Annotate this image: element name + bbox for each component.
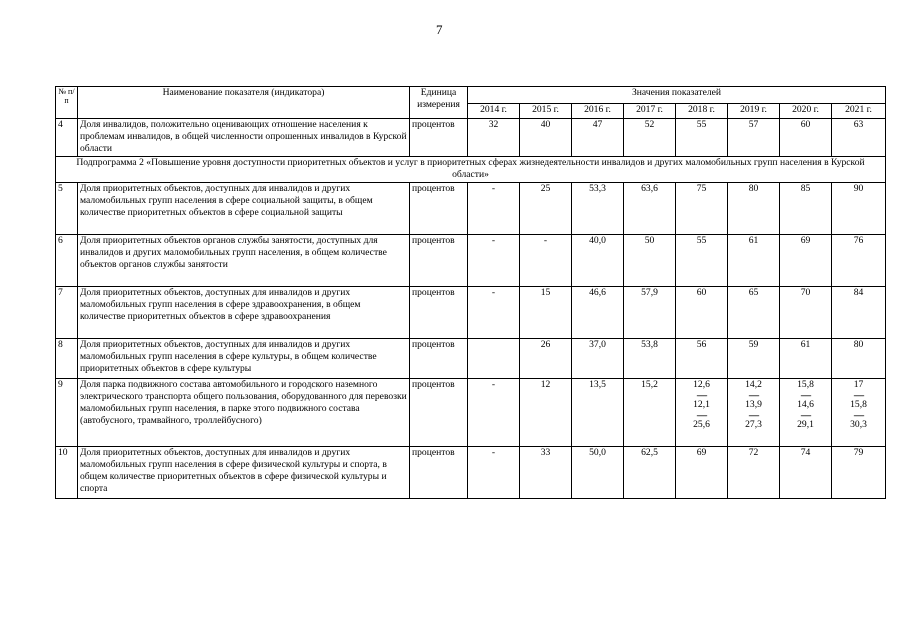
value-cell: 69 <box>780 235 832 287</box>
indicator-name: Доля парка подвижного состава автомобильного и городского наземного электрического транспорта общего пользования, оборудованного для перевозки маломобильных групп населения, в парке этого подвижного состава (автобусного, трамвайного, троллейбусного) <box>78 379 410 447</box>
stacked-value: 30,3 <box>850 419 867 430</box>
year-2018: 2018 г. <box>676 104 728 119</box>
stacked-value: 15,8 <box>797 379 814 390</box>
value-cell: 75 <box>676 183 728 235</box>
value-cell: 25 <box>520 183 572 235</box>
header-row <box>56 87 886 104</box>
divider: ----- <box>748 390 759 400</box>
divider: ----- <box>748 410 759 420</box>
table-row <box>56 287 886 339</box>
value-cell: 79 <box>832 447 886 499</box>
indicator-name: Доля инвалидов, положительно оценивающих отношение населения к проблемам инвалидов, в общей численности опрошенных инвалидов в Курской области <box>78 119 410 157</box>
row-number: 9 <box>56 379 78 447</box>
subprogram-title: Подпрограмма 2 «Повышение уровня доступности приоритетных объектов и услуг в приоритетных сферах жизнедеятельности инвалидов и других маломобильных групп населения в Курской области» <box>56 157 886 183</box>
value-cell: 53,8 <box>624 339 676 379</box>
table-row <box>56 235 886 287</box>
value-cell: 76 <box>832 235 886 287</box>
year-2017: 2017 г. <box>624 104 676 119</box>
value-cell: 57,9 <box>624 287 676 339</box>
year-2014: 2014 г. <box>468 104 520 119</box>
table-row <box>56 447 886 499</box>
indicator-unit: процентов <box>410 339 468 379</box>
table-row <box>56 339 886 379</box>
value-cell: 74 <box>780 447 832 499</box>
value-cell: 15 <box>520 287 572 339</box>
value-cell: - <box>468 447 520 499</box>
divider: ----- <box>800 410 811 420</box>
table-row <box>56 183 886 235</box>
value-cell: 85 <box>780 183 832 235</box>
divider: ----- <box>696 410 707 420</box>
value-cell: 59 <box>728 339 780 379</box>
stacked-value-cell <box>780 379 832 447</box>
value-cell: 57 <box>728 119 780 157</box>
value-cell: 46,6 <box>572 287 624 339</box>
value-cell: 50,0 <box>572 447 624 499</box>
value-cell: 90 <box>832 183 886 235</box>
divider: ----- <box>800 390 811 400</box>
row-number: 5 <box>56 183 78 235</box>
value-cell: 52 <box>624 119 676 157</box>
value-cell: 47 <box>572 119 624 157</box>
stacked-value: 12,6 <box>693 379 710 390</box>
divider: ----- <box>853 390 864 400</box>
value-cell: 80 <box>832 339 886 379</box>
value-cell: 84 <box>832 287 886 339</box>
value-cell: 15,2 <box>624 379 676 447</box>
stacked-value: 14,2 <box>745 379 762 390</box>
value-cell <box>468 339 520 379</box>
header-no: № п/п <box>56 87 78 119</box>
indicator-unit: процентов <box>410 379 468 447</box>
value-cell: 26 <box>520 339 572 379</box>
stacked-value: 17 <box>853 379 864 390</box>
stacked-value-cell <box>676 379 728 447</box>
value-cell: 60 <box>676 287 728 339</box>
table-row <box>56 379 886 447</box>
year-2021: 2021 г. <box>832 104 886 119</box>
divider: ----- <box>853 410 864 420</box>
value-cell: 33 <box>520 447 572 499</box>
year-2016: 2016 г. <box>572 104 624 119</box>
indicator-name: Доля приоритетных объектов, доступных для инвалидов и других маломобильных групп населения в сфере социальной защиты, в общем количестве приоритетных объектов в сфере социальной защиты <box>78 183 410 235</box>
indicator-unit: процентов <box>410 447 468 499</box>
row-number: 6 <box>56 235 78 287</box>
stacked-value: 15,8 <box>850 399 867 410</box>
table-row <box>56 119 886 157</box>
indicators-table <box>55 86 886 499</box>
value-cell: 70 <box>780 287 832 339</box>
value-cell: 55 <box>676 119 728 157</box>
value-cell: - <box>468 235 520 287</box>
value-cell: 63,6 <box>624 183 676 235</box>
value-cell: 80 <box>728 183 780 235</box>
subprogram-row <box>56 157 886 183</box>
value-cell: 32 <box>468 119 520 157</box>
row-number: 7 <box>56 287 78 339</box>
value-cell: 40,0 <box>572 235 624 287</box>
value-cell: 50 <box>624 235 676 287</box>
stacked-value: 14,6 <box>797 399 814 410</box>
value-cell: 65 <box>728 287 780 339</box>
value-cell: - <box>468 379 520 447</box>
value-cell: 63 <box>832 119 886 157</box>
indicator-name: Доля приоритетных объектов, доступных для инвалидов и других маломобильных групп населения в сфере физической культуры и спорта, в общем количестве приоритетных объектов в сфере физической культуры и спорта <box>78 447 410 499</box>
indicator-unit: процентов <box>410 183 468 235</box>
stacked-value-cell <box>728 379 780 447</box>
value-cell: 69 <box>676 447 728 499</box>
value-cell: 37,0 <box>572 339 624 379</box>
value-cell: 12 <box>520 379 572 447</box>
value-cell: 40 <box>520 119 572 157</box>
indicator-name: Доля приоритетных объектов, доступных для инвалидов и других маломобильных групп населения в сфере культуры, в общем количестве приоритетных объектов в сфере культуры <box>78 339 410 379</box>
stacked-value: 29,1 <box>797 419 814 430</box>
stacked-value-cell <box>832 379 886 447</box>
year-2019: 2019 г. <box>728 104 780 119</box>
row-number: 10 <box>56 447 78 499</box>
page-number: 7 <box>436 22 443 37</box>
stacked-value: 12,1 <box>693 399 710 410</box>
value-cell: 72 <box>728 447 780 499</box>
header-values: Значения показателей <box>468 87 886 104</box>
value-cell: - <box>468 287 520 339</box>
indicator-unit: процентов <box>410 287 468 339</box>
value-cell: - <box>468 183 520 235</box>
year-2015: 2015 г. <box>520 104 572 119</box>
value-cell: 55 <box>676 235 728 287</box>
header-name: Наименование показателя (индикатора) <box>78 87 410 119</box>
value-cell: 62,5 <box>624 447 676 499</box>
value-cell: 61 <box>780 339 832 379</box>
indicator-unit: процентов <box>410 235 468 287</box>
value-cell: 13,5 <box>572 379 624 447</box>
value-cell: 53,3 <box>572 183 624 235</box>
indicator-name: Доля приоритетных объектов органов службы занятости, доступных для инвалидов и других маломобильных групп населения, в общем количестве объектов органов службы занятости <box>78 235 410 287</box>
value-cell: 56 <box>676 339 728 379</box>
indicator-unit: процентов <box>410 119 468 157</box>
stacked-value: 27,3 <box>745 419 762 430</box>
value-cell: 60 <box>780 119 832 157</box>
value-cell: - <box>520 235 572 287</box>
divider: ----- <box>696 390 707 400</box>
stacked-value: 13,9 <box>745 399 762 410</box>
value-cell: 61 <box>728 235 780 287</box>
indicator-name: Доля приоритетных объектов, доступных для инвалидов и других маломобильных групп населения в сфере здравоохранения, в общем количестве приоритетных объектов в сфере здравоохранения <box>78 287 410 339</box>
row-number: 4 <box>56 119 78 157</box>
row-number: 8 <box>56 339 78 379</box>
year-2020: 2020 г. <box>780 104 832 119</box>
header-unit: Единица измерения <box>410 87 468 119</box>
stacked-value: 25,6 <box>693 419 710 430</box>
